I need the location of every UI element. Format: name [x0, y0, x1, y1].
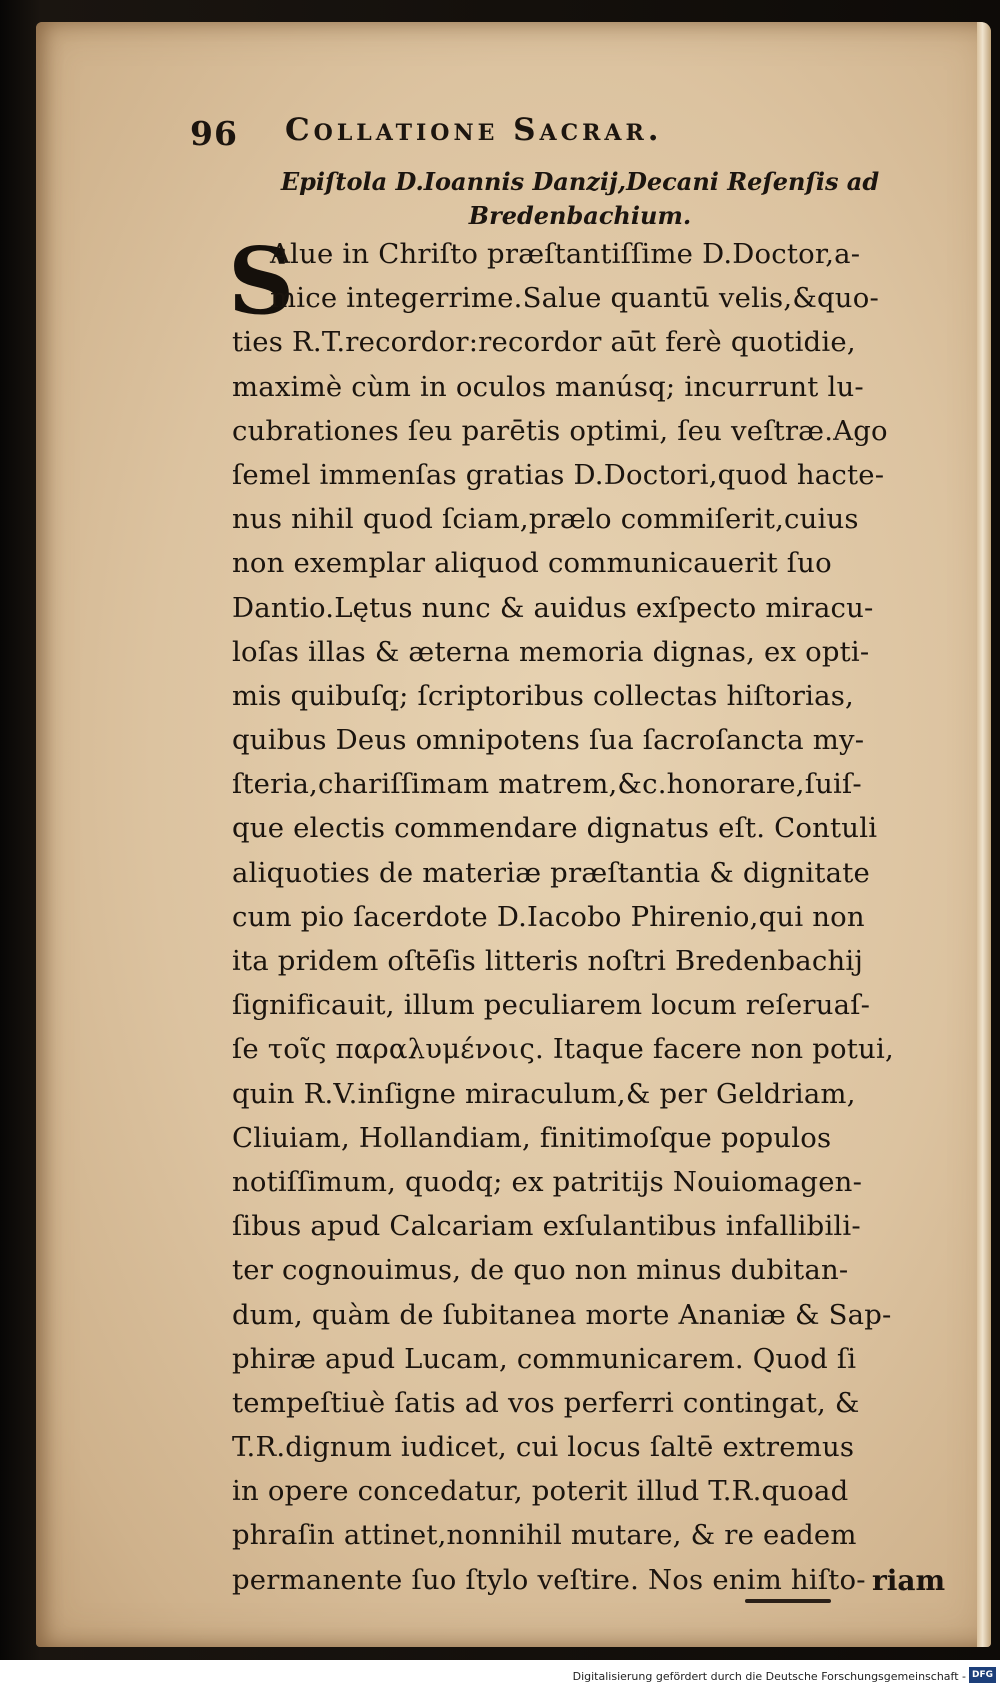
text-line: phraſin attinet,nonnihil mutare, & re eadem	[232, 1519, 857, 1552]
text-line: ter cognouimus, de quo non minus dubitan-	[232, 1254, 849, 1287]
running-title: Collatione Sacrar.	[285, 112, 663, 148]
text-line: nus nihil quod ſciam,prælo commiſerit,cuius	[232, 503, 859, 536]
body-text	[232, 232, 922, 1602]
text-line: ſteria,chariſſimam matrem,&c.honorare,ſuiſ-	[232, 768, 862, 801]
text-line: tempeſtiuè ſatis ad vos perferri contingat, &	[232, 1386, 860, 1419]
text-line: ita pridem oſtēſis litteris noſtri Bredenbachij	[232, 945, 864, 977]
text-line: in opere concedatur, poterit illud T.R.quoad	[232, 1475, 849, 1508]
text-line: ſemel immenſas gratias D.Doctori,quod hacte-	[232, 458, 885, 491]
text-line: ſibus apud Calcariam exſulantibus infallibili-	[232, 1210, 861, 1243]
text-line: ſe τοῖς παραλυμένοις. Itaque facere non potui,	[232, 1033, 894, 1066]
text-line: cum pio ſacerdote D.Iacobo Phirenio,qui non	[232, 900, 865, 933]
text-line: maximè cùm in oculos manúsq; incurrunt lu-	[232, 370, 864, 403]
text-line: Dantio.Lętus nunc & auidus exſpecto miracu-	[232, 591, 874, 624]
drop-capital: S	[228, 227, 295, 335]
text-line: quin R.V.inſigne miraculum,& per Geldriam,	[232, 1077, 856, 1110]
text-line: mice integerrime.Salue quantū velis,&quo-	[270, 282, 879, 315]
text-line: non exemplar aliquod communicauerit ſuo	[232, 547, 832, 580]
text-line: notiſſimum, quodq; ex patritijs Nouiomagen-	[232, 1165, 863, 1198]
digitization-footer	[0, 1660, 1000, 1698]
text-line: mis quibuſq; ſcriptoribus collectas hiſtorias,	[232, 679, 854, 712]
text-line: ties R.T.recordor:recordor aūt ferè quotidie,	[232, 326, 856, 359]
footer-credit: Digitalisierung gefördert durch die Deutsche Forschungsgemeinschaft -	[572, 1670, 966, 1683]
epistle-title	[255, 165, 905, 233]
catchword: riam	[872, 1564, 946, 1597]
epistle-title-line-2: Bredenbachium.	[468, 201, 692, 230]
dfg-logo: DFG	[969, 1667, 996, 1683]
text-line: loſas illas & æterna memoria dignas, ex opti-	[232, 635, 870, 668]
text-line: T.R.dignum iudicet, cui locus ſaltē extremus	[232, 1431, 855, 1464]
page-edge	[977, 22, 991, 1647]
text-line: permanente ſuo ſtylo veſtire. Nos enim hiſto-	[232, 1563, 866, 1596]
epistle-title-line-1: Epiſtola D.Ioannis Danzij,Decani Reſenſis ad	[280, 167, 880, 196]
page-header	[190, 112, 890, 162]
text-line: cubrationes ſeu parētis optimi, ſeu veſtræ.Ago	[232, 414, 888, 447]
text-line: ſignificauit, illum peculiarem locum reſeruaſ-	[232, 989, 871, 1022]
text-line: aliquoties de materiæ præſtantia & dignitate	[232, 856, 870, 889]
text-line: phiræ apud Lucam, communicarem. Quod ſi	[232, 1342, 857, 1375]
page-number: 96	[190, 114, 238, 153]
text-line: Cliuiam, Hollandiam, finitimoſque populos	[232, 1121, 832, 1154]
text-line: quibus Deus omnipotens ſua ſacroſancta my-	[232, 724, 865, 757]
text-line: que electis commendare dignatus eſt. Contuli	[232, 812, 878, 845]
catchword-rule	[745, 1599, 831, 1603]
text-line: dum, quàm de ſubitanea morte Ananiæ & Sap-	[232, 1298, 892, 1331]
text-line: Alue in Chriſto præſtantiſſime D.Doctor,a-	[270, 238, 861, 270]
